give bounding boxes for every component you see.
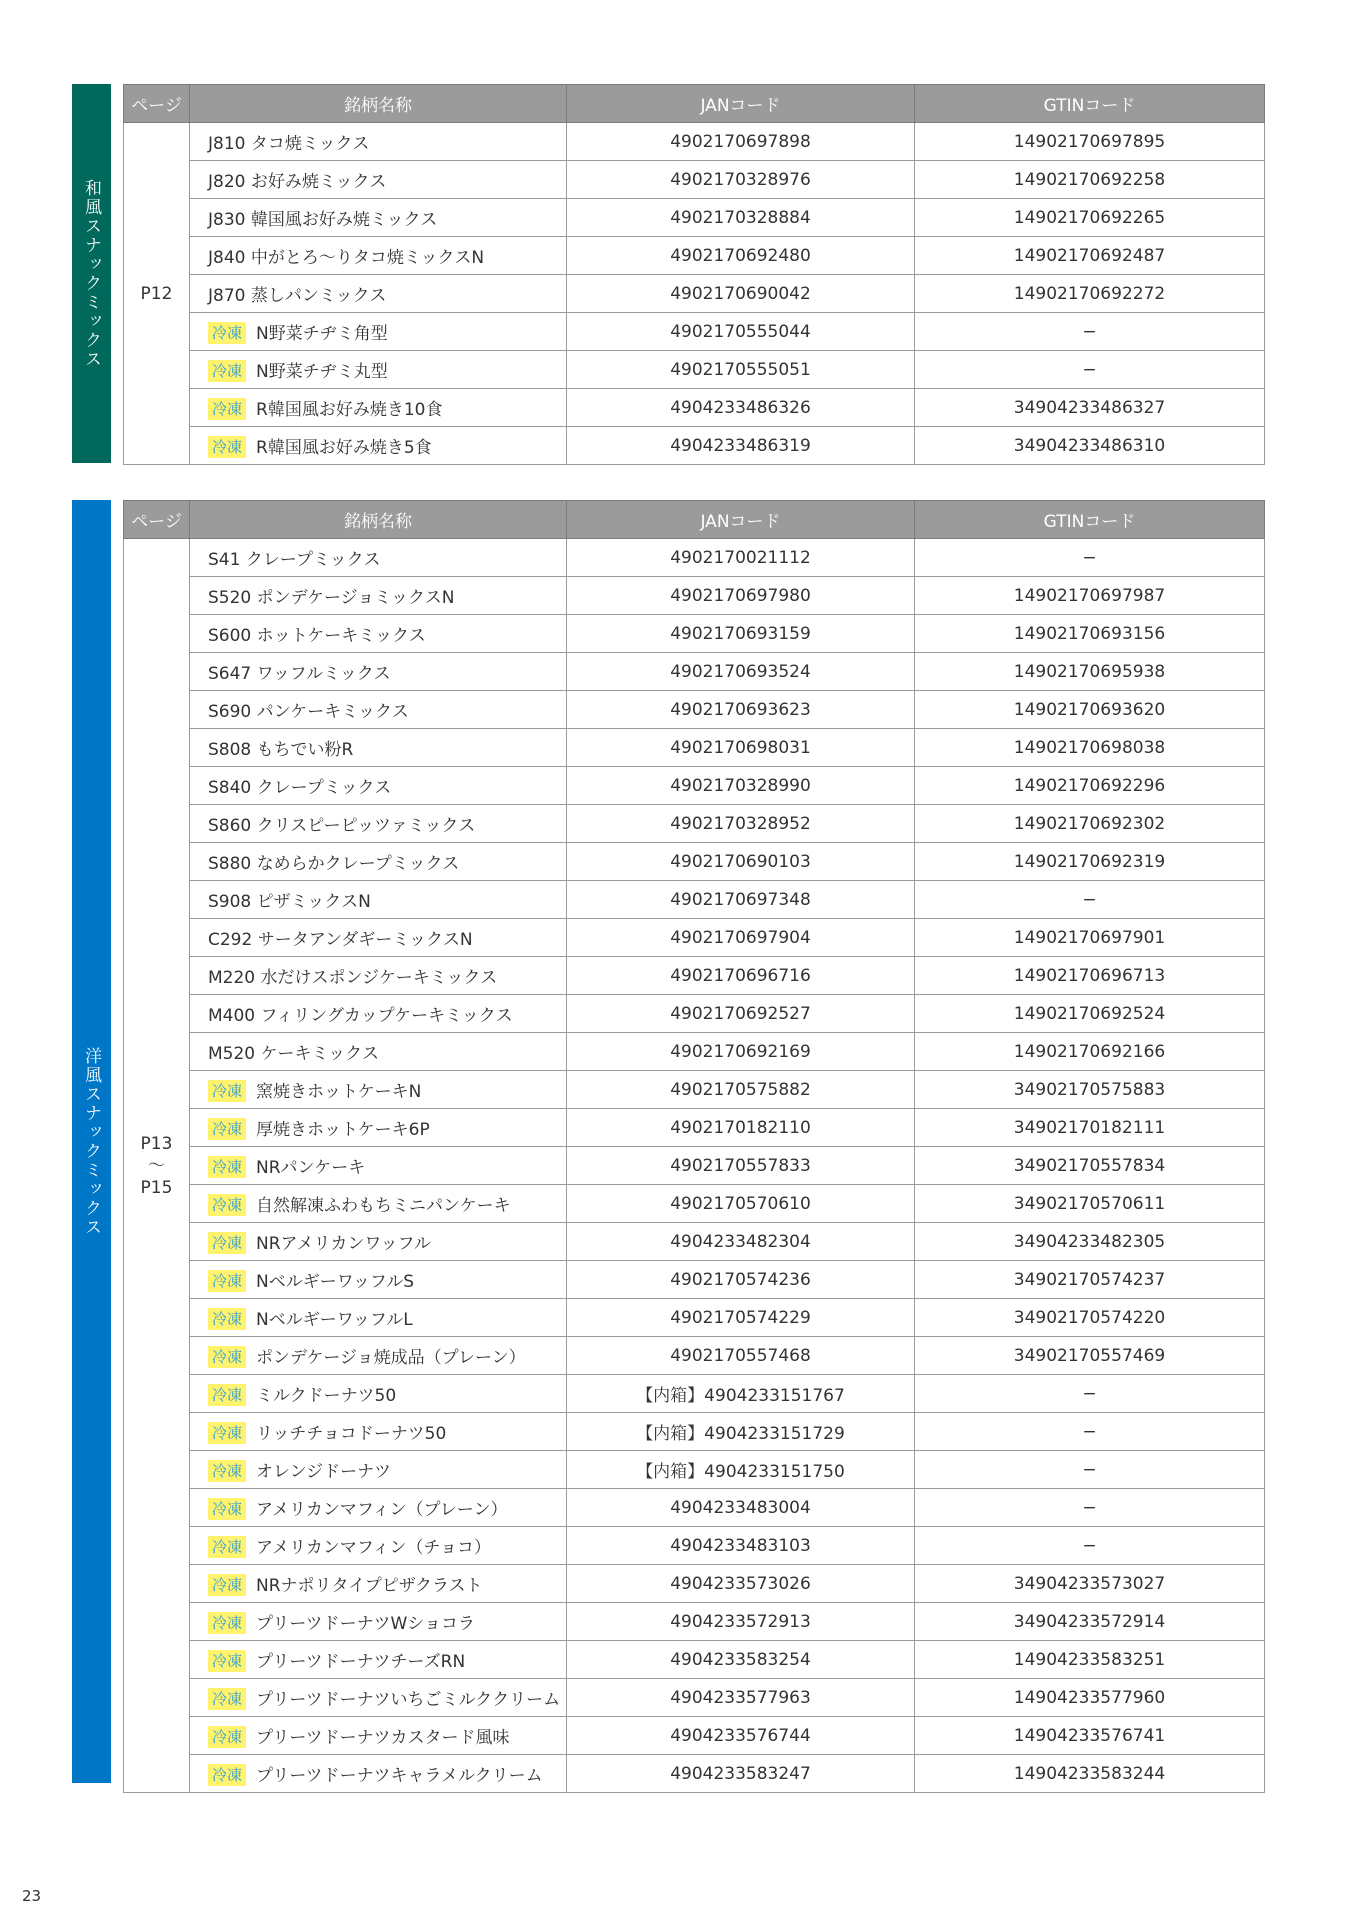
gtin-code-cell: − [915,1451,1265,1489]
product-name-cell [190,691,567,729]
table-row [124,1717,1265,1755]
header-jan: JANコード [567,85,915,123]
table-row [124,237,1265,275]
jan-code-cell: 【内箱】4904233151750 [567,1451,915,1489]
frozen-badge: 冷凍 [208,1270,246,1292]
product-name: M220 水だけスポンジケーキミックス [208,968,498,988]
gtin-code-cell: 14902170695938 [915,653,1265,691]
gtin-code-cell: 14902170692258 [915,161,1265,199]
gtin-code-cell: 14904233577960 [915,1679,1265,1717]
product-name-cell [190,577,567,615]
header-page: ページ [124,501,190,539]
frozen-badge: 冷凍 [208,1422,246,1444]
frozen-badge: 冷凍 [208,1498,246,1520]
jan-code-cell: 4902170328990 [567,767,915,805]
frozen-badge: 冷凍 [208,1650,246,1672]
product-table [123,84,1265,465]
table-row [124,1489,1265,1527]
section-label: 和風スナックミックス [81,178,101,369]
product-name: 厚焼きホットケーキ6P [256,1120,430,1140]
table-header-row [124,501,1265,539]
frozen-badge: 冷凍 [208,322,246,344]
jan-code-cell: 4902170697898 [567,123,915,161]
gtin-code-cell: 14902170697901 [915,919,1265,957]
product-name-cell [190,313,567,351]
product-name: プリーツドーナツWショコラ [256,1614,475,1634]
frozen-badge: 冷凍 [208,1080,246,1102]
table-row [124,351,1265,389]
table-row [124,615,1265,653]
product-name: ポンデケージョ焼成品（プレーン） [256,1348,526,1368]
jan-code-cell: 4904233573026 [567,1565,915,1603]
gtin-code-cell: − [915,1413,1265,1451]
product-name: R韓国風お好み焼き5食 [256,438,432,458]
product-name: リッチチョコドーナツ50 [256,1424,447,1444]
jan-code-cell: 4902170575882 [567,1071,915,1109]
table-row [124,1527,1265,1565]
gtin-code-cell: 14902170698038 [915,729,1265,767]
product-name-cell [190,843,567,881]
product-name: M400 フィリングカップケーキミックス [208,1006,513,1026]
jan-code-cell: 4904233576744 [567,1717,915,1755]
gtin-code-cell: 14902170697987 [915,577,1265,615]
table-header-row [124,85,1265,123]
gtin-code-cell: 34904233486310 [915,427,1265,465]
product-name: NRアメリカンワッフル [256,1234,431,1254]
product-name-cell [190,1375,567,1413]
gtin-code-cell: 34902170574220 [915,1299,1265,1337]
table-row [124,881,1265,919]
header-name: 銘柄名称 [190,501,567,539]
product-name-cell [190,427,567,465]
table-row [124,1565,1265,1603]
jan-code-cell: 4904233572913 [567,1603,915,1641]
product-name-cell [190,1679,567,1717]
gtin-code-cell: 34904233572914 [915,1603,1265,1641]
product-name: NベルギーワッフルS [256,1272,414,1292]
table-row [124,275,1265,313]
page-number: 23 [22,1887,42,1905]
product-name: S808 もちでい粉R [208,740,354,760]
frozen-badge: 冷凍 [208,1384,246,1406]
jan-code-cell: 4902170692480 [567,237,915,275]
product-name: NRナポリタイプピザクラスト [256,1576,483,1596]
product-name-cell [190,539,567,577]
product-name: S880 なめらかクレープミックス [208,854,460,874]
table-row [124,919,1265,957]
product-name-cell [190,1565,567,1603]
table-row [124,1033,1265,1071]
gtin-code-cell: 14902170692302 [915,805,1265,843]
frozen-badge: 冷凍 [208,398,246,420]
jan-code-cell: 4902170690042 [567,275,915,313]
gtin-code-cell: 14902170692166 [915,1033,1265,1071]
table-row [124,199,1265,237]
jan-code-cell: 4902170574229 [567,1299,915,1337]
gtin-code-cell: 14904233576741 [915,1717,1265,1755]
frozen-badge: 冷凍 [208,1688,246,1710]
frozen-badge: 冷凍 [208,1194,246,1216]
product-name: アメリカンマフィン（チョコ） [256,1538,491,1558]
table-row [124,1109,1265,1147]
gtin-code-cell: 14902170696713 [915,957,1265,995]
product-name: 窯焼きホットケーキN [256,1082,422,1102]
product-name: J870 蒸しパンミックス [208,286,387,306]
gtin-code-cell: 34902170557834 [915,1147,1265,1185]
product-name-cell [190,1109,567,1147]
gtin-code-cell: − [915,351,1265,389]
product-name: NベルギーワッフルL [256,1310,413,1330]
page-ref-line: P15 [140,1177,173,1198]
table-row [124,123,1265,161]
frozen-badge: 冷凍 [208,1346,246,1368]
table-row [124,691,1265,729]
frozen-badge: 冷凍 [208,1232,246,1254]
product-name: アメリカンマフィン（プレーン） [256,1500,508,1520]
table-row [124,767,1265,805]
jan-code-cell: 4904233483004 [567,1489,915,1527]
table-row [124,1147,1265,1185]
frozen-badge: 冷凍 [208,1118,246,1140]
product-name: C292 サータアンダギーミックスN [208,930,473,950]
gtin-code-cell: − [915,1375,1265,1413]
table-row [124,313,1265,351]
jan-code-cell: 4902170693524 [567,653,915,691]
product-name-cell [190,1185,567,1223]
jan-code-cell: 4902170697904 [567,919,915,957]
product-name-cell [190,275,567,313]
frozen-badge: 冷凍 [208,1574,246,1596]
jan-code-cell: 4904233577963 [567,1679,915,1717]
jan-code-cell: 4904233483103 [567,1527,915,1565]
table-row [124,1641,1265,1679]
gtin-code-cell: 34902170557469 [915,1337,1265,1375]
product-name: S908 ピザミックスN [208,892,371,912]
product-name: J830 韓国風お好み焼ミックス [208,210,438,230]
page-ref-line: 〜 [148,1155,165,1176]
table-row [124,1337,1265,1375]
gtin-code-cell: 34902170570611 [915,1185,1265,1223]
product-name: ミルクドーナツ50 [256,1386,397,1406]
product-name-cell [190,881,567,919]
jan-code-cell: 4902170574236 [567,1261,915,1299]
gtin-code-cell: 34904233486327 [915,389,1265,427]
jan-code-cell: 4902170697348 [567,881,915,919]
product-name-cell [190,1717,567,1755]
product-name-cell [190,351,567,389]
gtin-code-cell: 14902170692296 [915,767,1265,805]
product-name: S647 ワッフルミックス [208,664,391,684]
jan-code-cell: 4904233583254 [567,1641,915,1679]
product-name-cell [190,919,567,957]
table-row [124,1679,1265,1717]
gtin-code-cell: − [915,881,1265,919]
table-row [124,653,1265,691]
product-name-cell [190,1033,567,1071]
jan-code-cell: 4904233482304 [567,1223,915,1261]
product-name-cell [190,1261,567,1299]
product-name-cell [190,1071,567,1109]
product-name: N野菜チヂミ角型 [256,324,388,344]
jan-code-cell: 4902170328976 [567,161,915,199]
gtin-code-cell: − [915,539,1265,577]
product-name: M520 ケーキミックス [208,1044,380,1064]
jan-code-cell: 4902170693623 [567,691,915,729]
product-name: プリーツドーナツカスタード風味 [256,1728,510,1748]
product-name-cell [190,1527,567,1565]
page-ref-line: P13 [140,1133,173,1154]
table-row [124,729,1265,767]
header-gtin: GTINコード [915,501,1265,539]
product-name: 自然解凍ふわもちミニパンケーキ [256,1196,511,1216]
table-row [124,1071,1265,1109]
header-gtin: GTINコード [915,85,1265,123]
product-table [123,500,1265,1793]
gtin-code-cell: − [915,313,1265,351]
gtin-code-cell: 14902170692487 [915,237,1265,275]
product-name: プリーツドーナツチーズRN [256,1652,466,1672]
frozen-badge: 冷凍 [208,1612,246,1634]
jan-code-cell: 4902170697980 [567,577,915,615]
product-name: S690 パンケーキミックス [208,702,409,722]
product-name: プリーツドーナツいちごミルククリーム [256,1690,561,1710]
product-name-cell [190,161,567,199]
jan-code-cell: 【内箱】4904233151767 [567,1375,915,1413]
product-name-cell [190,237,567,275]
jan-code-cell: 4902170182110 [567,1109,915,1147]
product-name-cell [190,995,567,1033]
jan-code-cell: 4902170555044 [567,313,915,351]
product-name-cell [190,1413,567,1451]
product-name: オレンジドーナツ [256,1462,391,1482]
frozen-badge: 冷凍 [208,1460,246,1482]
product-name: S520 ポンデケージョミックスN [208,588,455,608]
product-name: S860 クリスピーピッツァミックス [208,816,476,836]
gtin-code-cell: − [915,1527,1265,1565]
table-row [124,1413,1265,1451]
jan-code-cell: 4902170328884 [567,199,915,237]
jan-code-cell: 4902170698031 [567,729,915,767]
product-name: S41 クレープミックス [208,550,381,570]
table-row [124,539,1265,577]
frozen-badge: 冷凍 [208,360,246,382]
product-name-cell [190,1147,567,1185]
product-name-cell [190,1755,567,1793]
product-name-cell [190,199,567,237]
product-name-cell [190,123,567,161]
table-row [124,1223,1265,1261]
gtin-code-cell: 14902170693156 [915,615,1265,653]
table-row [124,805,1265,843]
gtin-code-cell: 14902170692319 [915,843,1265,881]
table-row [124,577,1265,615]
table-row [124,1451,1265,1489]
jan-code-cell: 4902170557468 [567,1337,915,1375]
section-label-band [72,500,111,1783]
jan-code-cell: 4902170692527 [567,995,915,1033]
table-row [124,427,1265,465]
frozen-badge: 冷凍 [208,1156,246,1178]
jan-code-cell: 4902170021112 [567,539,915,577]
jan-code-cell: 4902170693159 [567,615,915,653]
gtin-code-cell: − [915,1489,1265,1527]
gtin-code-cell: 14902170692272 [915,275,1265,313]
product-name: NRパンケーキ [256,1158,366,1178]
frozen-badge: 冷凍 [208,1308,246,1330]
table-row [124,1603,1265,1641]
jan-code-cell: 4902170555051 [567,351,915,389]
gtin-code-cell: 14904233583251 [915,1641,1265,1679]
jan-code-cell: 4902170696716 [567,957,915,995]
frozen-badge: 冷凍 [208,1726,246,1748]
jan-code-cell: 4902170557833 [567,1147,915,1185]
jan-code-cell: 4902170570610 [567,1185,915,1223]
product-name: N野菜チヂミ丸型 [256,362,388,382]
product-name-cell [190,1299,567,1337]
product-name-cell [190,805,567,843]
product-name-cell [190,1603,567,1641]
gtin-code-cell: 34902170574237 [915,1261,1265,1299]
gtin-code-cell: 14902170697895 [915,123,1265,161]
gtin-code-cell: 34904233482305 [915,1223,1265,1261]
gtin-code-cell: 14902170692524 [915,995,1265,1033]
gtin-code-cell: 14904233583244 [915,1755,1265,1793]
frozen-badge: 冷凍 [208,1764,246,1786]
product-name-cell [190,1337,567,1375]
product-name-cell [190,1489,567,1527]
gtin-code-cell: 34902170182111 [915,1109,1265,1147]
jan-code-cell: 4902170692169 [567,1033,915,1071]
product-name-cell [190,957,567,995]
product-name: プリーツドーナツキャラメルクリーム [256,1766,543,1786]
product-name-cell [190,389,567,427]
product-name-cell [190,729,567,767]
product-name-cell [190,615,567,653]
table-row [124,1299,1265,1337]
page-ref-cell [124,539,190,1793]
product-name: S600 ホットケーキミックス [208,626,426,646]
jan-code-cell: 4904233583247 [567,1755,915,1793]
header-page: ページ [124,85,190,123]
product-name-cell [190,1223,567,1261]
jan-code-cell: 4902170328952 [567,805,915,843]
table-row [124,957,1265,995]
product-name-cell [190,1641,567,1679]
gtin-code-cell: 14902170693620 [915,691,1265,729]
header-jan: JANコード [567,501,915,539]
product-name-cell [190,767,567,805]
product-name: R韓国風お好み焼き10食 [256,400,443,420]
frozen-badge: 冷凍 [208,436,246,458]
page-ref-cell [124,123,190,465]
jan-code-cell: 4904233486326 [567,389,915,427]
product-name-cell [190,653,567,691]
table-row [124,843,1265,881]
gtin-code-cell: 34904233573027 [915,1565,1265,1603]
product-name: J820 お好み焼ミックス [208,172,387,192]
section-label: 洋風スナックミックス [81,1046,101,1237]
table-row [124,1185,1265,1223]
product-name: S840 クレープミックス [208,778,392,798]
jan-code-cell: 【内箱】4904233151729 [567,1413,915,1451]
header-name: 銘柄名称 [190,85,567,123]
gtin-code-cell: 14902170692265 [915,199,1265,237]
table-row [124,1261,1265,1299]
frozen-badge: 冷凍 [208,1536,246,1558]
table-row [124,1755,1265,1793]
jan-code-cell: 4904233486319 [567,427,915,465]
page-ref-line: P12 [140,283,173,304]
product-name: J840 中がとろ〜りタコ焼ミックスN [208,248,485,268]
table-row [124,995,1265,1033]
jan-code-cell: 4902170690103 [567,843,915,881]
product-name: J810 タコ焼ミックス [208,134,370,154]
table-row [124,1375,1265,1413]
table-row [124,161,1265,199]
product-name-cell [190,1451,567,1489]
gtin-code-cell: 34902170575883 [915,1071,1265,1109]
section-label-band [72,84,111,463]
table-row [124,389,1265,427]
